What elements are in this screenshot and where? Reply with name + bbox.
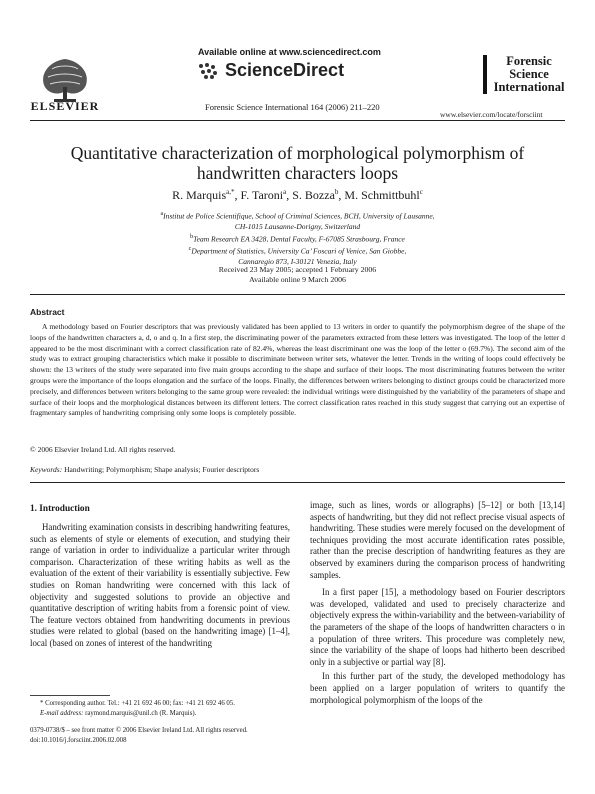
journal-citation: Forensic Science International 164 (2006) 211–220: [205, 102, 380, 112]
abstract-top-rule: [30, 294, 565, 295]
received-date: Received 23 May 2005; accepted 1 February 2006: [218, 265, 377, 274]
sciencedirect-logo: [225, 60, 344, 81]
available-online-text: Available online at www.sciencedirect.com: [198, 47, 381, 57]
author-name[interactable]: M. Schmittbuhl: [344, 188, 420, 202]
keywords: [30, 465, 259, 474]
sciencedirect-wordmark: ScienceDirect: [225, 60, 345, 80]
author-name[interactable]: F. Taroni: [240, 188, 284, 202]
paragraph: In this further part of the study, the developed methodology has been applied on a larger population of writers to quantify the morphological polymorphism of the loops of the: [310, 671, 565, 705]
abstract-heading: Abstract: [30, 307, 65, 317]
keywords-list: Handwriting; Polymorphism; Shape analysis; Fourier descriptors: [64, 465, 260, 474]
author-list: R. Marquis$^{a,*}$, F. Taroni$^a$, S. Bozza$^b$, M. Schmittbuhl$^c$: [172, 188, 423, 202]
journal-logo-line: International: [493, 80, 565, 94]
abstract-body: A methodology based on Fourier descriptors that was previously validated has been applied to 13 writers in order to quantify the polymorphism degree of the shape of the loops of the handwritten characters a, d, o and q. In a first step, the discriminating power of the parameters extracted from these letters was investigated. The loop of the letter d appeared to be the most discriminant with a correct classification rate of 82.4%, whereas the least discriminant one was the loop of the letter o (69.7%). The second aim of the study was to extract grouping characteristics which make it possible to discriminate between writer sets, whatever the letter. Trends in the writing of loops could effectively be shown: the 13 writers of the study were separated into five main groups according to the shape and surface of their loops. The most discriminating features between the writer groups were the importance of the loops elongation and the surface of the loops. Finally, the differences between writers belonging to distinct groups could be characterized more precisely, and differences between writers belonging to the same group were revealed: the individual writings were distinguished by the variability of the parameters of shape and surface of their loops and the morphological distances between its different letters. The correct classification rates reached in this study suggest that carrying out an expertise of fragmentary samples of handwriting comprising only some loops is completely possible.: [30, 322, 565, 418]
article-title: [40, 143, 555, 183]
elsevier-tree-logo: [30, 47, 100, 107]
article-dates: [40, 265, 555, 285]
affiliation-line: Cannaregio 873, I-30121 Venezia, Italy: [238, 256, 357, 266]
title-line: Quantitative characterization of morphological polymorphism of: [70, 143, 525, 163]
author-affil-mark: a,*: [226, 188, 235, 196]
intro-right-column: [310, 500, 565, 706]
corresponding-author-note: * Corresponding author. Tel.: +41 21 692 46 00; fax: +41 21 692 46 05.: [40, 700, 235, 707]
email-line: [40, 709, 320, 719]
author-name[interactable]: S. Bozza: [292, 188, 335, 202]
issn-line: 0379-0738/$ – see front matter © 2006 Elsevier Ireland Ltd. All rights reserved.: [30, 727, 248, 734]
sciencedirect-dots-icon: [197, 62, 219, 80]
abstract-copyright: © 2006 Elsevier Ireland Ltd. All rights reserved.: [30, 445, 176, 454]
email-link[interactable]: raymond.marquis@unil.ch: [85, 709, 158, 717]
keywords-label: Keywords:: [30, 465, 63, 474]
footnote: [40, 699, 320, 718]
journal-logo-line: Forensic: [506, 54, 552, 68]
email-suffix: (R. Marquis).: [159, 709, 197, 717]
header-rule: [30, 120, 565, 121]
affiliation-line: $^b$Team Research EA 3428, Dental Faculty, F-67085 Strasbourg, France: [190, 233, 405, 243]
paragraph: image, such as lines, words or allographs) [5–12] or both [13,14] aspects of handwriting, but they did not reflect precise visual aspects of handwriting. These studies were merely focused on the development of techniques providing the most accurate identification rates possible, rather than the precise description of handwriting features as they are observed by examiners during the comparison process of handwriting samples.: [310, 500, 565, 580]
section-heading-introduction: 1. Introduction: [30, 504, 90, 514]
author-affil-mark: a: [283, 188, 287, 196]
journal-url-link[interactable]: www.elsevier.com/locate/forsciint: [440, 110, 543, 119]
journal-logo: [483, 55, 569, 94]
author-name[interactable]: R. Marquis: [172, 188, 227, 202]
paragraph: In a first paper [15], a methodology based on Fourier descriptors was developed, validated and used to precisely characterize and objectively express the within-variability and the between-variability of the parameters of the shape of the loops of handwritten characters o in a population of three writers. This procedure was completely new, since the variability of the shape of loops had hitherto been described only in a subjective or partial way [8].: [310, 587, 565, 667]
journal-logo-line: Science: [509, 67, 549, 81]
author-affil-mark: c: [419, 188, 423, 196]
publisher-name: ELSEVIER: [30, 99, 100, 113]
intro-left-column: Handwriting examination consists in describing handwriting features, such as elements of style or elements of execution, and studying their range of variation in order to individualize a particular writer through comparison. Characterization of these writing habits as well as the evaluation of the extent of their variability is essentially subjective. Few studies on Roman handwriting were concerned with this lack of objectivity and suggested solutions to provide an objective and quantitative description of writing habits from a forensic point of view. The feature vectors obtained from handwriting documents in previous studies were related to global (based on the handwriting image) [1–4], local (based on zones of interest of the handwriting: [30, 522, 290, 648]
doi-link[interactable]: doi:10.1016/j.forsciint.2006.02.008: [30, 736, 127, 744]
abstract-bottom-rule: [30, 482, 565, 483]
title-line: handwritten characters loops: [196, 163, 399, 183]
footnote-rule: [30, 695, 110, 696]
author-affil-mark: b: [334, 188, 339, 196]
affiliation-line: $^a$Institut de Police Scientifique, School of Criminal Sciences, BCH, University of Lausanne,: [160, 211, 435, 221]
available-date: Available online 9 March 2006: [249, 275, 346, 284]
email-label: E-mail address:: [40, 709, 84, 717]
page-footer: [30, 726, 330, 745]
affiliation-line: CH-1015 Lausanne-Dorigny, Switzerland: [234, 221, 361, 231]
affiliations: [60, 209, 535, 267]
affiliation-line: $^c$Department of Statistics, University Ca’ Foscari of Venice, San Giobbe,: [188, 246, 407, 256]
